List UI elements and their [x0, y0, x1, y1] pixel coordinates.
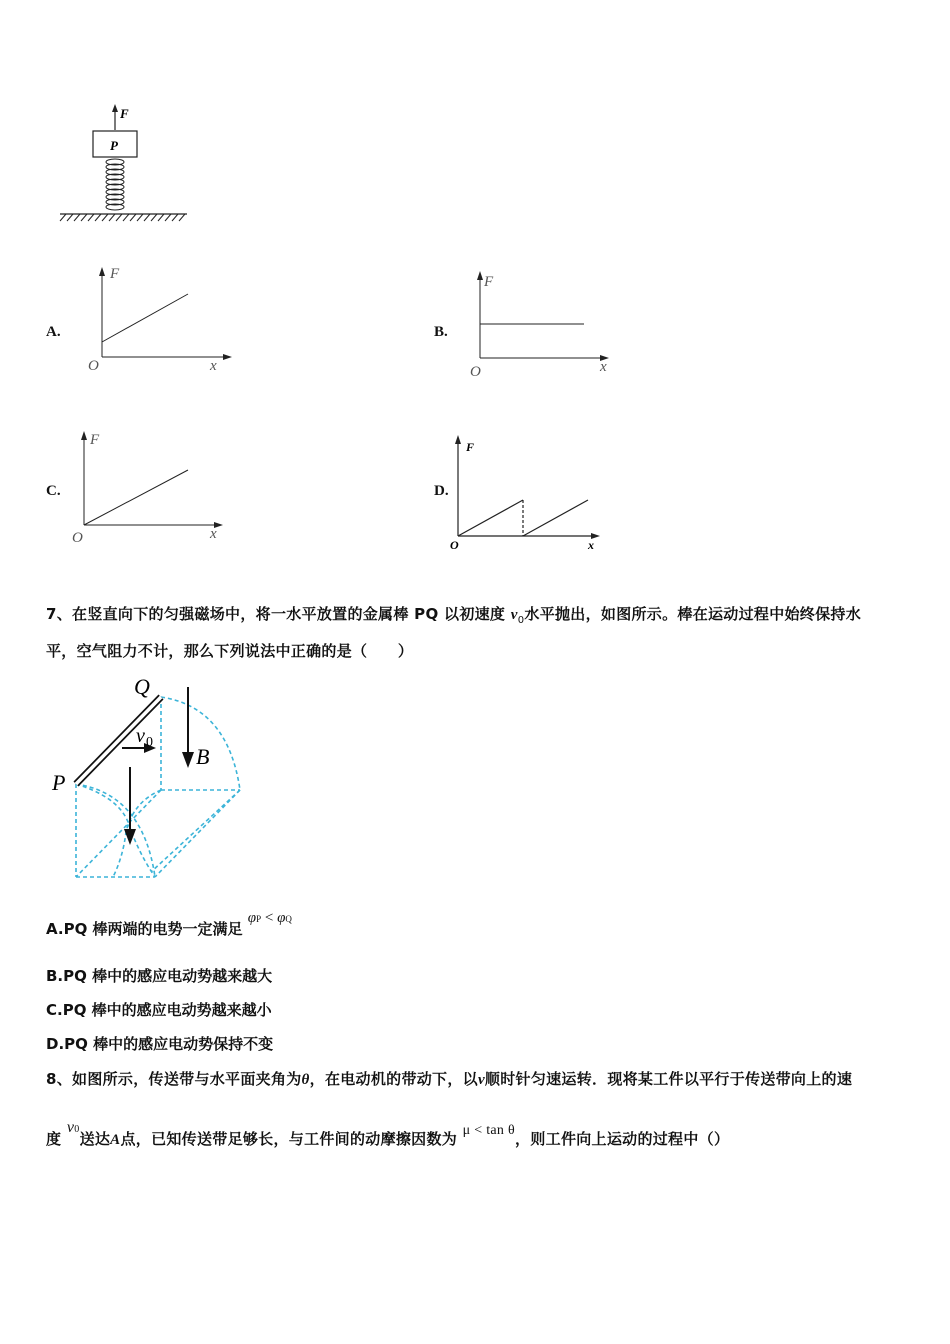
graph-b-origin: O: [470, 364, 481, 380]
graph-b-x-label: x: [600, 359, 607, 375]
lt-symbol: <: [264, 910, 274, 926]
q7-fig-v0-sub: 0: [146, 735, 153, 750]
graph-d: [446, 430, 616, 555]
q7-line1-b: 水平抛出，如图所示。棒在运动过程中始终保持水: [524, 605, 862, 623]
q7-figure: [48, 672, 253, 882]
phi-p-symbol: φ: [247, 910, 257, 926]
q7-option-a-text: A.PQ 棒两端的电势一定满足: [46, 920, 243, 938]
graph-c: [64, 426, 234, 551]
graph-a: [80, 262, 240, 377]
graph-c-origin: O: [72, 530, 83, 546]
option-d-label: D.: [434, 483, 449, 499]
q7-v-sub: 0: [517, 615, 525, 626]
q8-line2-b: 送达: [79, 1130, 111, 1148]
spring-coil: [106, 159, 124, 210]
graph-a-y-label: F: [110, 266, 120, 282]
phi-p-sub: P: [256, 914, 262, 924]
q7-option-a: [46, 910, 292, 939]
option-a-label: A.: [46, 324, 61, 340]
q8-v0: v: [66, 1119, 75, 1136]
q8-line2: [46, 1119, 730, 1149]
q8-line1-c: 顺时针匀速运转．现将某工件以平行于传送带向上的速: [484, 1070, 853, 1088]
q8-line2-c: 点，已知传送带足够长，与工件间的动摩擦因数为: [120, 1130, 458, 1148]
q8-line1: [46, 1068, 852, 1089]
q7-fig-q: Q: [134, 674, 150, 699]
graph-a-x-label: x: [210, 358, 217, 374]
q7-fig-v0: v: [136, 725, 145, 747]
graph-d-origin: O: [450, 538, 459, 552]
option-b-label: B.: [434, 324, 448, 340]
force-label: F: [120, 106, 129, 121]
q7-fig-p: P: [52, 770, 66, 795]
option-c-label: C.: [46, 483, 61, 499]
q8-v: v: [477, 1072, 485, 1088]
q7-fig-b: B: [196, 744, 210, 769]
q8-a-point: A: [110, 1132, 121, 1148]
q8-line2-a: 度: [46, 1130, 62, 1148]
q7-line1-a: 7、在竖直向下的匀强磁场中，将一水平放置的金属棒 PQ 以初速度: [46, 605, 511, 623]
graph-c-x-label: x: [210, 526, 217, 542]
graph-b: [460, 266, 620, 381]
graph-d-y-label: F: [466, 440, 475, 454]
q7-line2: 平，空气阻力不计，那么下列说法中正确的是（ ）: [46, 642, 414, 660]
q7-option-c: C.PQ 棒中的感应电动势越来越小: [46, 1001, 272, 1019]
graph-d-x-label: x: [588, 538, 594, 552]
graph-c-y-label: F: [90, 432, 100, 448]
q8-mu: μ < tan θ: [462, 1123, 516, 1138]
q7-v: v: [510, 607, 518, 623]
graph-b-y-label: F: [484, 274, 494, 290]
q8-v0-sub: 0: [74, 1124, 80, 1135]
q7-option-b: B.PQ 棒中的感应电动势越来越大: [46, 967, 273, 985]
q8-line2-d: ，则工件向上运动的过程中（）: [515, 1130, 730, 1148]
phi-q-symbol: φ: [277, 910, 286, 926]
block-label: P: [110, 138, 118, 153]
q7-option-d: D.PQ 棒中的感应电动势保持不变: [46, 1035, 274, 1053]
q8-line1-b: ，在电动机的带动下，以: [309, 1070, 478, 1088]
q8-line1-a: 8、如图所示，传送带与水平面夹角为: [46, 1070, 302, 1088]
q7-line1: [46, 603, 861, 626]
spring-figure: [55, 100, 195, 230]
phi-q-sub: Q: [285, 914, 292, 924]
graph-a-origin: O: [88, 358, 99, 374]
q8-theta: θ: [301, 1072, 310, 1088]
